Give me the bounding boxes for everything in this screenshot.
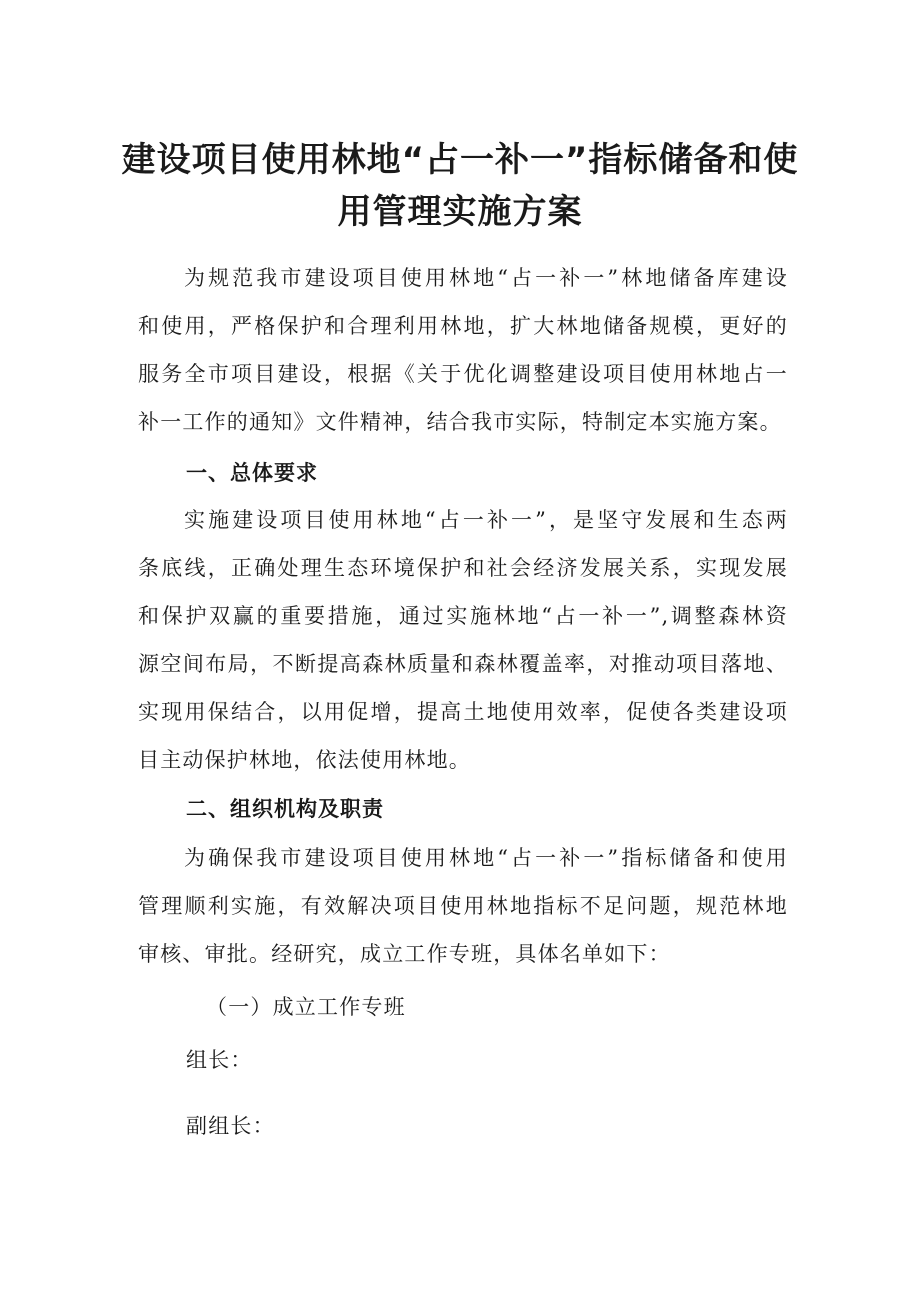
leader-label: 组长： — [186, 1048, 253, 1072]
section-1-paragraph — [138, 496, 788, 784]
section-1-line: 和保护双赢的重要措施，通过实施林地“占一补一”,调整森林资 — [138, 604, 788, 628]
document-title-line-2: 用管理实施方案 — [337, 192, 583, 232]
section-2-heading: 二、组织机构及职责 — [186, 797, 384, 821]
section-1-line: 实施建设项目使用林地“占一补一”，是坚守发展和生态两 — [184, 508, 788, 532]
section-2-line: 审核、审批。经研究，成立工作专班，具体名单如下： — [138, 942, 671, 966]
intro-line: 和使用，严格保护和合理利用林地，扩大林地储备规模，更好的 — [138, 314, 788, 338]
subsection-1-heading: （一）成立工作专班 — [206, 995, 406, 1019]
intro-paragraph — [138, 254, 788, 446]
section-1-line: 目主动保护林地，依法使用林地。 — [138, 748, 471, 772]
document-title-line-1: 建设项目使用林地“占一补一”指标储备和使 — [121, 140, 799, 180]
section-1-line: 条底线，正确处理生态环境保护和社会经济发展关系，实现发展 — [138, 556, 788, 580]
section-2-line: 为确保我市建设项目使用林地“占一补一”指标储备和使用 — [184, 846, 788, 870]
section-1-line: 实现用保结合，以用促增，提高土地使用效率，促使各类建设项 — [138, 700, 788, 724]
section-2-paragraph — [138, 834, 788, 978]
intro-line: 为规范我市建设项目使用林地“占一补一”林地储备库建设 — [184, 266, 788, 290]
section-1-heading: 一、总体要求 — [186, 461, 318, 485]
section-2-line: 管理顺利实施，有效解决项目使用林地指标不足问题，规范林地 — [138, 894, 788, 918]
intro-line: 补一工作的通知》文件精神，结合我市实际，特制定本实施方案。 — [138, 410, 782, 434]
deputy-leader-label: 副组长： — [186, 1114, 275, 1138]
section-1-line: 源空间布局，不断提高森林质量和森林覆盖率，对推动项目落地、 — [138, 652, 788, 676]
intro-line: 服务全市项目建设，根据《关于优化调整建设项目使用林地占一 — [138, 362, 788, 386]
